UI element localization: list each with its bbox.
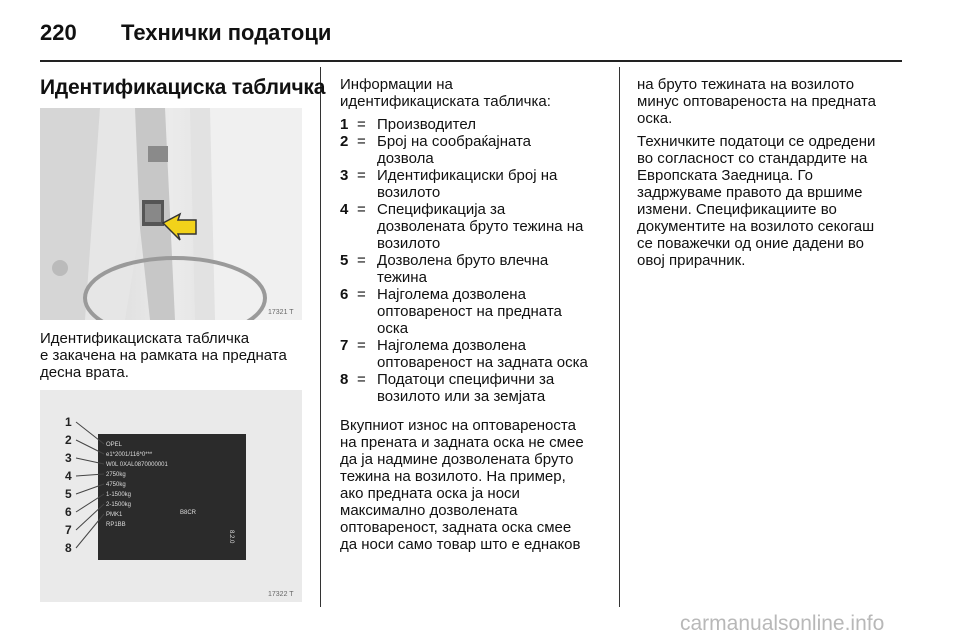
item-text: Податоци специфични за	[377, 371, 555, 388]
paragraph-line: на прената и задната оска не смее	[340, 434, 584, 451]
list-item	[340, 371, 605, 405]
item-text: возилото	[377, 235, 441, 252]
door-frame-photo	[40, 108, 302, 320]
plate-field: OPEL	[106, 442, 123, 448]
item-text: тежина	[377, 269, 427, 286]
item-text: дозвола	[377, 150, 434, 167]
item-equals: =	[357, 337, 366, 354]
callout-number: 8	[65, 541, 72, 555]
callout-number: 7	[65, 523, 72, 537]
paragraph-line: измени. Спецификациите во	[637, 201, 837, 218]
paragraph-line: Вкупниот износ на оптовареноста	[340, 417, 576, 434]
section-title: Идентификациска табличка	[40, 76, 326, 99]
plate-right-text: 8.2.0	[228, 530, 234, 544]
paragraph-line: тежина на возилото. На пример,	[340, 468, 566, 485]
paragraph-line: задржуваме правото да вршиме	[637, 184, 863, 201]
page-title: Технички податоци	[121, 20, 332, 45]
paragraph-line: Техничките податоци се одредени	[637, 133, 876, 150]
header-rule	[40, 60, 902, 62]
plate-field: 4750kg	[106, 482, 126, 488]
list-item	[340, 337, 605, 371]
plate-code: 17322 T	[268, 591, 294, 598]
item-number: 1	[340, 116, 349, 133]
paragraph-line: оска.	[637, 110, 673, 127]
plate-mid-text: B8CR	[180, 510, 197, 516]
item-text: Број на сообраќајната	[377, 133, 532, 150]
paragraph-line: Европската Заедница. Го	[637, 167, 813, 184]
column-divider	[320, 67, 321, 607]
paragraph	[637, 76, 907, 127]
item-number: 5	[340, 252, 349, 269]
intro-text	[340, 76, 605, 110]
list-item	[340, 167, 605, 201]
item-equals: =	[357, 371, 366, 388]
list-item	[340, 116, 605, 133]
list-item	[340, 252, 605, 286]
paragraph-line: во согласност со стандардите на	[637, 150, 868, 167]
page-number: 220	[40, 20, 77, 45]
paragraph-line: на бруто тежината на возилото	[637, 76, 855, 93]
paragraph-line: ако предната оска ја носи	[340, 485, 520, 502]
caption-line: десна врата.	[40, 364, 129, 381]
caption-line: е закачена на рамката на предната	[40, 347, 287, 364]
photo-caption	[40, 330, 305, 381]
paragraph-line: оптовареност, задната оска смее	[340, 519, 572, 536]
item-text: Дозволена бруто влечна	[377, 252, 549, 269]
text-column	[637, 76, 907, 269]
item-equals: =	[357, 252, 366, 269]
item-text: Најголема дозволена	[377, 337, 526, 354]
plate-field: 2-1500kg	[106, 502, 132, 508]
item-equals: =	[357, 201, 366, 218]
intro-line: Информации на	[340, 76, 453, 93]
item-equals: =	[357, 116, 366, 133]
item-equals: =	[357, 133, 366, 150]
plate-field: e1*2001/116*0***	[106, 452, 153, 458]
item-equals: =	[357, 167, 366, 184]
plate-info-list	[340, 116, 605, 405]
item-text: возилото	[377, 184, 441, 201]
watermark: carmanualsonline.info	[680, 612, 885, 635]
item-number: 2	[340, 133, 349, 150]
photo-code: 17321 T	[268, 309, 294, 316]
item-number: 8	[340, 371, 349, 388]
list-item	[340, 286, 605, 337]
callout-number: 1	[65, 415, 72, 429]
item-text: Спецификација за	[377, 201, 506, 218]
callout-number: 6	[65, 505, 72, 519]
callout-number: 4	[65, 469, 72, 483]
info-column	[340, 76, 605, 553]
item-number: 4	[340, 201, 349, 218]
callout-number: 2	[65, 433, 72, 447]
plate-field: W0L 0XAL0870000001	[106, 462, 168, 468]
plate-field: PMK1	[106, 512, 123, 518]
paragraph-line: овој прирачник.	[637, 252, 746, 269]
list-item	[340, 201, 605, 252]
paragraph-line: документите на возилото секогаш	[637, 218, 875, 235]
item-equals: =	[357, 286, 366, 303]
callout-number: 3	[65, 451, 72, 465]
item-number: 7	[340, 337, 349, 354]
paragraph-line: се поважечки од оние дадени во	[637, 235, 865, 252]
item-text: оптовареност на задната оска	[377, 354, 588, 371]
item-text: оптовареност на предната	[377, 303, 562, 320]
paragraph-line: минус оптовареноста на предната	[637, 93, 877, 110]
paragraph-line: да носи само товар што е еднаков	[340, 536, 581, 553]
paragraph-line: максимално дозволената	[340, 502, 518, 519]
intro-line: идентификациската табличка:	[340, 93, 551, 110]
item-text: возилото или за земјата	[377, 388, 546, 405]
callout-number: 5	[65, 487, 72, 501]
item-text: оска	[377, 320, 409, 337]
paragraph-line: да ја надмине дозволената бруто	[340, 451, 574, 468]
plate-field: 1-1500kg	[106, 492, 132, 498]
caption-line: Идентификациската табличка	[40, 330, 250, 347]
load-paragraph	[340, 417, 605, 553]
plate-field: 2750kg	[106, 472, 126, 478]
column-divider	[619, 67, 620, 607]
item-number: 6	[340, 286, 349, 303]
plate-field: RP1BB	[106, 522, 126, 528]
paragraph	[637, 133, 907, 269]
item-text: Најголема дозволена	[377, 286, 526, 303]
item-text: дозволената бруто тежина на	[377, 218, 584, 235]
identification-plate-image	[40, 390, 302, 602]
item-text: Производител	[377, 116, 476, 133]
item-text: Идентификациски број на	[377, 167, 558, 184]
list-item	[340, 133, 605, 167]
item-number: 3	[340, 167, 349, 184]
